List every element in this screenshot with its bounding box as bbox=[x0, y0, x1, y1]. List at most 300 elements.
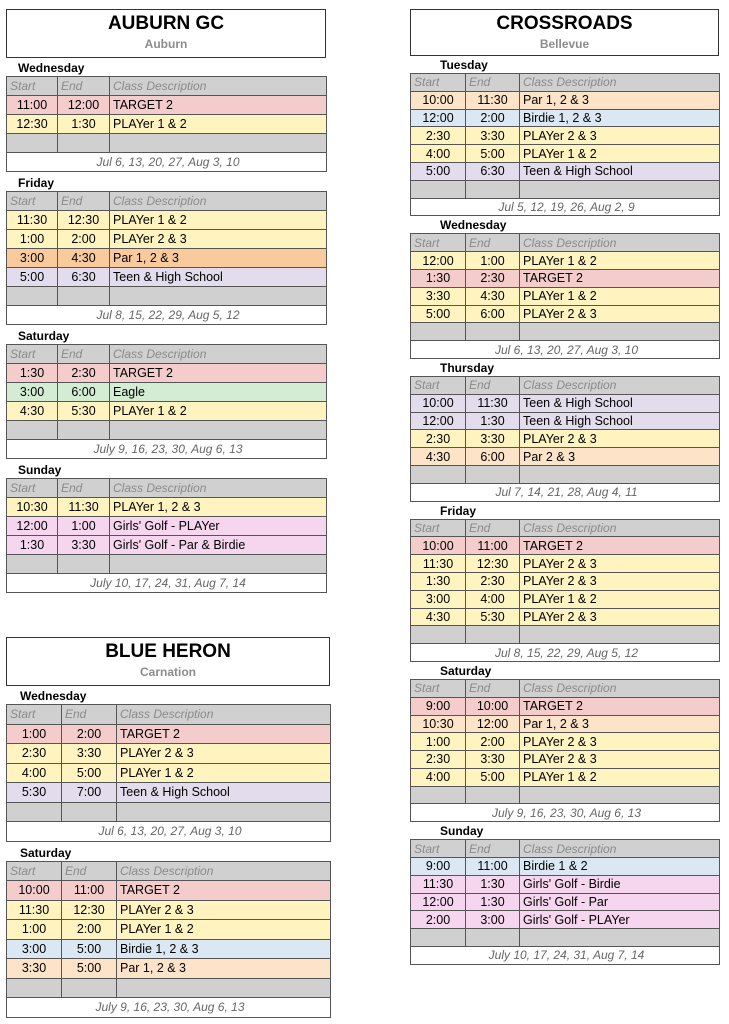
day-label: Sunday bbox=[440, 824, 484, 839]
schedule-block bbox=[6, 329, 326, 459]
class-dates: July 9, 16, 23, 30, Aug 6, 13 bbox=[7, 998, 331, 1018]
dates-row bbox=[411, 341, 720, 359]
table-row bbox=[7, 211, 327, 230]
end-time: 11:30 bbox=[466, 394, 520, 412]
start-time: 12:30 bbox=[7, 115, 58, 134]
table-row bbox=[411, 412, 720, 430]
class-description: Par 1, 2 & 3 bbox=[520, 715, 720, 733]
class-description: PLAYer 2 & 3 bbox=[520, 608, 720, 626]
blank-cell bbox=[520, 626, 720, 644]
end-time: 11:00 bbox=[466, 858, 520, 876]
table-row bbox=[7, 249, 327, 268]
start-time: 3:00 bbox=[7, 939, 62, 959]
table-row bbox=[7, 744, 331, 764]
class-dates: July 10, 17, 24, 31, Aug 7, 14 bbox=[411, 947, 720, 965]
end-time: 1:30 bbox=[58, 115, 110, 134]
header-row bbox=[7, 705, 331, 725]
class-dates: Jul 6, 13, 20, 27, Aug 3, 10 bbox=[7, 822, 331, 842]
header-row bbox=[7, 479, 327, 498]
end-time: 12:30 bbox=[58, 211, 110, 230]
table-row bbox=[411, 858, 720, 876]
venue-crossroads bbox=[410, 9, 719, 967]
header-desc: Class Description bbox=[520, 679, 720, 697]
start-time: 1:30 bbox=[7, 364, 58, 383]
blank-cell bbox=[466, 323, 520, 341]
start-time: 1:00 bbox=[411, 733, 466, 751]
dates-row bbox=[7, 153, 327, 172]
schedule-block bbox=[410, 361, 719, 502]
venue-city: Carnation bbox=[139, 665, 196, 679]
blank-cell bbox=[7, 802, 62, 822]
end-time: 6:30 bbox=[466, 162, 520, 180]
blank-cell bbox=[7, 421, 58, 440]
start-time: 9:00 bbox=[411, 858, 466, 876]
blank-cell bbox=[520, 929, 720, 947]
header-end: End bbox=[58, 192, 110, 211]
blank-cell bbox=[7, 978, 62, 998]
class-description: Birdie 1, 2 & 3 bbox=[117, 939, 331, 959]
schedule-table bbox=[6, 861, 331, 1018]
class-description: Par 2 & 3 bbox=[520, 448, 720, 466]
end-time: 2:00 bbox=[466, 733, 520, 751]
end-time: 3:00 bbox=[466, 911, 520, 929]
header-start: Start bbox=[411, 234, 466, 252]
end-time: 3:30 bbox=[466, 430, 520, 448]
end-time: 12:00 bbox=[58, 96, 110, 115]
end-time: 1:30 bbox=[466, 893, 520, 911]
start-time: 3:00 bbox=[7, 383, 58, 402]
start-time: 10:30 bbox=[7, 498, 58, 517]
table-row bbox=[7, 115, 327, 134]
class-description: PLAYer 1 & 2 bbox=[110, 211, 327, 230]
dates-row bbox=[7, 998, 331, 1018]
start-time: 1:30 bbox=[411, 572, 466, 590]
blank-cell bbox=[520, 465, 720, 483]
schedule-block bbox=[6, 689, 330, 842]
start-time: 12:00 bbox=[411, 109, 466, 127]
blank-cell bbox=[117, 802, 331, 822]
end-time: 4:00 bbox=[466, 590, 520, 608]
end-time: 2:00 bbox=[62, 724, 117, 744]
schedule-table bbox=[410, 679, 720, 822]
class-description: Teen & High School bbox=[117, 783, 331, 803]
day-label: Friday bbox=[18, 176, 55, 190]
table-row bbox=[411, 305, 720, 323]
start-time: 11:00 bbox=[7, 96, 58, 115]
schedule-block bbox=[410, 58, 719, 216]
venue-blocks bbox=[6, 689, 330, 1018]
blank-cell bbox=[58, 421, 110, 440]
table-row bbox=[7, 517, 327, 536]
day-label: Wednesday bbox=[440, 218, 507, 233]
table-row bbox=[411, 537, 720, 555]
class-description: Par 1, 2 & 3 bbox=[520, 91, 720, 109]
end-time: 6:00 bbox=[58, 383, 110, 402]
blank-cell bbox=[117, 978, 331, 998]
table-row bbox=[411, 430, 720, 448]
blank-cell bbox=[7, 555, 58, 574]
end-time: 1:00 bbox=[466, 252, 520, 270]
class-description: TARGET 2 bbox=[110, 364, 327, 383]
start-time: 2:30 bbox=[7, 744, 62, 764]
venue-blue-heron bbox=[6, 637, 330, 1022]
table-row bbox=[411, 162, 720, 180]
venue-blocks bbox=[410, 58, 719, 965]
table-row bbox=[411, 768, 720, 786]
table-row bbox=[411, 91, 720, 109]
start-time: 1:00 bbox=[7, 724, 62, 744]
schedule-block bbox=[6, 846, 330, 1018]
header-end: End bbox=[466, 679, 520, 697]
schedule-table bbox=[6, 344, 327, 459]
schedule-block bbox=[410, 664, 719, 822]
blank-cell bbox=[411, 786, 466, 804]
schedule-block bbox=[6, 463, 326, 593]
class-description: PLAYer 2 & 3 bbox=[117, 744, 331, 764]
start-time: 11:30 bbox=[7, 900, 62, 920]
end-time: 3:30 bbox=[58, 536, 110, 555]
start-time: 11:30 bbox=[411, 875, 466, 893]
end-time: 1:00 bbox=[58, 517, 110, 536]
start-time: 1:00 bbox=[7, 230, 58, 249]
venue-name: BLUE HERON bbox=[105, 641, 231, 662]
blank-cell bbox=[110, 287, 327, 306]
venue-name: AUBURN GC bbox=[107, 13, 225, 34]
class-description: PLAYer 1 & 2 bbox=[117, 920, 331, 940]
end-time: 7:00 bbox=[62, 783, 117, 803]
start-time: 5:30 bbox=[7, 783, 62, 803]
start-time: 1:00 bbox=[7, 920, 62, 940]
blank-cell bbox=[58, 287, 110, 306]
header-row bbox=[411, 234, 720, 252]
end-time: 12:30 bbox=[466, 555, 520, 573]
start-time: 9:00 bbox=[411, 697, 466, 715]
blank-row bbox=[411, 786, 720, 804]
blank-row bbox=[411, 180, 720, 198]
header-start: Start bbox=[411, 74, 466, 92]
header-row bbox=[7, 77, 327, 96]
venue-name: CROSSROADS bbox=[496, 13, 633, 34]
table-row bbox=[7, 920, 331, 940]
class-dates: July 9, 16, 23, 30, Aug 6, 13 bbox=[7, 440, 327, 459]
table-row bbox=[411, 875, 720, 893]
class-description: PLAYer 2 & 3 bbox=[520, 572, 720, 590]
start-time: 10:30 bbox=[411, 715, 466, 733]
header-start: Start bbox=[7, 479, 58, 498]
blank-cell bbox=[411, 929, 466, 947]
class-description: TARGET 2 bbox=[110, 96, 327, 115]
dates-row bbox=[411, 644, 720, 662]
blank-cell bbox=[7, 134, 58, 153]
start-time: 12:00 bbox=[411, 893, 466, 911]
schedule-table bbox=[410, 839, 720, 965]
day-label: Saturday bbox=[440, 663, 492, 678]
header-row bbox=[411, 519, 720, 537]
class-description: Teen & High School bbox=[110, 268, 327, 287]
header-desc: Class Description bbox=[117, 861, 331, 881]
schedule-table bbox=[6, 191, 327, 325]
end-time: 1:30 bbox=[466, 875, 520, 893]
class-description: PLAYer 1, 2 & 3 bbox=[110, 498, 327, 517]
table-row bbox=[7, 96, 327, 115]
schedule-table bbox=[410, 233, 720, 359]
class-description: PLAYer 1 & 2 bbox=[117, 763, 331, 783]
day-label: Wednesday bbox=[20, 689, 87, 703]
start-time: 4:00 bbox=[7, 763, 62, 783]
blank-row bbox=[411, 929, 720, 947]
dates-row bbox=[7, 574, 327, 593]
header-start: Start bbox=[7, 705, 62, 725]
start-time: 4:30 bbox=[7, 402, 58, 421]
start-time: 3:30 bbox=[411, 287, 466, 305]
end-time: 2:30 bbox=[466, 269, 520, 287]
start-time: 11:30 bbox=[7, 211, 58, 230]
table-row bbox=[7, 230, 327, 249]
blank-row bbox=[7, 287, 327, 306]
end-time: 4:30 bbox=[466, 287, 520, 305]
table-row bbox=[7, 900, 331, 920]
class-description: Teen & High School bbox=[520, 412, 720, 430]
venue-header bbox=[410, 9, 719, 56]
table-row bbox=[7, 498, 327, 517]
blank-row bbox=[7, 555, 327, 574]
blank-cell bbox=[466, 465, 520, 483]
schedule-table bbox=[6, 76, 327, 172]
start-time: 5:00 bbox=[7, 268, 58, 287]
start-time: 10:00 bbox=[7, 881, 62, 901]
class-description: PLAYer 1 & 2 bbox=[520, 145, 720, 163]
day-label: Sunday bbox=[18, 463, 62, 477]
class-dates: Jul 5, 12, 19, 26, Aug 2, 9 bbox=[411, 198, 720, 216]
end-time: 12:30 bbox=[62, 900, 117, 920]
table-row bbox=[411, 911, 720, 929]
end-time: 6:30 bbox=[58, 268, 110, 287]
end-time: 3:30 bbox=[62, 744, 117, 764]
start-time: 4:30 bbox=[411, 448, 466, 466]
end-time: 1:30 bbox=[466, 412, 520, 430]
blank-cell bbox=[62, 802, 117, 822]
class-dates: Jul 7, 14, 21, 28, Aug 4, 11 bbox=[411, 483, 720, 501]
end-time: 5:00 bbox=[466, 768, 520, 786]
header-end: End bbox=[466, 234, 520, 252]
blank-cell bbox=[520, 180, 720, 198]
header-start: Start bbox=[7, 192, 58, 211]
table-row bbox=[411, 715, 720, 733]
class-description: Girls' Golf - Par & Birdie bbox=[110, 536, 327, 555]
class-description: PLAYer 1 & 2 bbox=[520, 768, 720, 786]
end-time: 11:30 bbox=[466, 91, 520, 109]
blank-row bbox=[411, 323, 720, 341]
class-description: Eagle bbox=[110, 383, 327, 402]
blank-cell bbox=[110, 555, 327, 574]
header-end: End bbox=[58, 77, 110, 96]
blank-row bbox=[7, 421, 327, 440]
dates-row bbox=[411, 198, 720, 216]
class-description: PLAYer 2 & 3 bbox=[520, 733, 720, 751]
table-row bbox=[411, 572, 720, 590]
table-row bbox=[411, 893, 720, 911]
schedule-table bbox=[410, 73, 720, 216]
blank-cell bbox=[411, 323, 466, 341]
class-description: PLAYer 1 & 2 bbox=[110, 115, 327, 134]
header-desc: Class Description bbox=[110, 345, 327, 364]
blank-cell bbox=[411, 626, 466, 644]
dates-row bbox=[7, 822, 331, 842]
blank-cell bbox=[520, 323, 720, 341]
start-time: 1:30 bbox=[411, 269, 466, 287]
start-time: 2:30 bbox=[411, 127, 466, 145]
blank-cell bbox=[110, 421, 327, 440]
blank-cell bbox=[466, 929, 520, 947]
class-description: PLAYer 2 & 3 bbox=[520, 555, 720, 573]
blank-cell bbox=[62, 978, 117, 998]
header-desc: Class Description bbox=[520, 74, 720, 92]
blank-cell bbox=[7, 287, 58, 306]
schedule-table bbox=[6, 478, 327, 593]
header-start: Start bbox=[7, 345, 58, 364]
end-time: 2:00 bbox=[62, 920, 117, 940]
start-time: 11:30 bbox=[411, 555, 466, 573]
end-time: 2:30 bbox=[58, 364, 110, 383]
dates-row bbox=[411, 804, 720, 822]
schedule-block bbox=[410, 218, 719, 359]
schedule-block bbox=[410, 504, 719, 662]
class-description: PLAYer 2 & 3 bbox=[520, 751, 720, 769]
class-description: PLAYer 2 & 3 bbox=[117, 900, 331, 920]
class-dates: July 10, 17, 24, 31, Aug 7, 14 bbox=[7, 574, 327, 593]
header-row bbox=[7, 345, 327, 364]
end-time: 12:00 bbox=[466, 715, 520, 733]
end-time: 5:00 bbox=[62, 959, 117, 979]
header-start: Start bbox=[411, 376, 466, 394]
start-time: 2:30 bbox=[411, 751, 466, 769]
day-label: Saturday bbox=[20, 845, 72, 860]
header-end: End bbox=[466, 519, 520, 537]
start-time: 4:00 bbox=[411, 145, 466, 163]
table-row bbox=[411, 145, 720, 163]
end-time: 10:00 bbox=[466, 697, 520, 715]
start-time: 4:00 bbox=[411, 768, 466, 786]
class-dates: Jul 6, 13, 20, 27, Aug 3, 10 bbox=[7, 153, 327, 172]
venue-city: Bellevue bbox=[539, 37, 590, 51]
header-desc: Class Description bbox=[520, 234, 720, 252]
class-description: Birdie 1, 2 & 3 bbox=[520, 109, 720, 127]
table-row bbox=[411, 109, 720, 127]
end-time: 6:00 bbox=[466, 305, 520, 323]
end-time: 11:00 bbox=[466, 537, 520, 555]
table-row bbox=[411, 555, 720, 573]
class-dates: Jul 8, 15, 22, 29, Aug 5, 12 bbox=[7, 306, 327, 325]
start-time: 12:00 bbox=[7, 517, 58, 536]
header-desc: Class Description bbox=[520, 519, 720, 537]
class-description: TARGET 2 bbox=[117, 881, 331, 901]
table-row bbox=[411, 287, 720, 305]
schedule-table bbox=[410, 519, 720, 662]
start-time: 2:30 bbox=[411, 430, 466, 448]
dates-row bbox=[411, 947, 720, 965]
table-row bbox=[411, 394, 720, 412]
header-start: Start bbox=[411, 519, 466, 537]
header-end: End bbox=[62, 705, 117, 725]
start-time: 10:00 bbox=[411, 537, 466, 555]
start-time: 3:00 bbox=[411, 590, 466, 608]
table-row bbox=[7, 724, 331, 744]
header-row bbox=[7, 192, 327, 211]
blank-cell bbox=[466, 786, 520, 804]
class-description: TARGET 2 bbox=[520, 537, 720, 555]
blank-row bbox=[411, 626, 720, 644]
header-start: Start bbox=[7, 861, 62, 881]
header-row bbox=[411, 376, 720, 394]
day-label: Friday bbox=[440, 503, 477, 518]
venue-blocks bbox=[6, 61, 326, 593]
end-time: 11:00 bbox=[62, 881, 117, 901]
end-time: 2:00 bbox=[466, 109, 520, 127]
start-time: 3:30 bbox=[7, 959, 62, 979]
class-description: TARGET 2 bbox=[117, 724, 331, 744]
start-time: 10:00 bbox=[411, 91, 466, 109]
start-time: 1:30 bbox=[7, 536, 58, 555]
header-desc: Class Description bbox=[110, 192, 327, 211]
table-row bbox=[7, 763, 331, 783]
table-row bbox=[411, 697, 720, 715]
class-description: Girls' Golf - PLAYer bbox=[110, 517, 327, 536]
table-row bbox=[411, 733, 720, 751]
header-row bbox=[411, 840, 720, 858]
blank-row bbox=[411, 465, 720, 483]
blank-cell bbox=[520, 786, 720, 804]
start-time: 2:00 bbox=[411, 911, 466, 929]
venue-header bbox=[6, 9, 326, 58]
blank-cell bbox=[110, 134, 327, 153]
end-time: 2:00 bbox=[58, 230, 110, 249]
start-time: 12:00 bbox=[411, 412, 466, 430]
day-label: Saturday bbox=[18, 329, 70, 343]
header-end: End bbox=[466, 840, 520, 858]
class-description: PLAYer 1 & 2 bbox=[520, 590, 720, 608]
class-description: PLAYer 1 & 2 bbox=[520, 252, 720, 270]
class-dates: July 9, 16, 23, 30, Aug 6, 13 bbox=[411, 804, 720, 822]
start-time: 5:00 bbox=[411, 162, 466, 180]
table-row bbox=[411, 448, 720, 466]
header-desc: Class Description bbox=[110, 77, 327, 96]
end-time: 3:30 bbox=[466, 751, 520, 769]
header-start: Start bbox=[411, 840, 466, 858]
blank-row bbox=[7, 134, 327, 153]
dates-row bbox=[411, 483, 720, 501]
table-row bbox=[7, 959, 331, 979]
blank-cell bbox=[58, 555, 110, 574]
header-desc: Class Description bbox=[520, 376, 720, 394]
table-row bbox=[7, 402, 327, 421]
venue-header bbox=[6, 637, 330, 686]
class-description: Birdie 1 & 2 bbox=[520, 858, 720, 876]
class-description: Teen & High School bbox=[520, 394, 720, 412]
start-time: 5:00 bbox=[411, 305, 466, 323]
start-time: 4:30 bbox=[411, 608, 466, 626]
blank-cell bbox=[466, 626, 520, 644]
class-dates: Jul 8, 15, 22, 29, Aug 5, 12 bbox=[411, 644, 720, 662]
header-desc: Class Description bbox=[117, 705, 331, 725]
header-row bbox=[411, 74, 720, 92]
class-description: PLAYer 2 & 3 bbox=[520, 430, 720, 448]
table-row bbox=[7, 881, 331, 901]
table-row bbox=[411, 252, 720, 270]
header-desc: Class Description bbox=[110, 479, 327, 498]
blank-cell bbox=[411, 465, 466, 483]
blank-cell bbox=[411, 180, 466, 198]
blank-cell bbox=[58, 134, 110, 153]
